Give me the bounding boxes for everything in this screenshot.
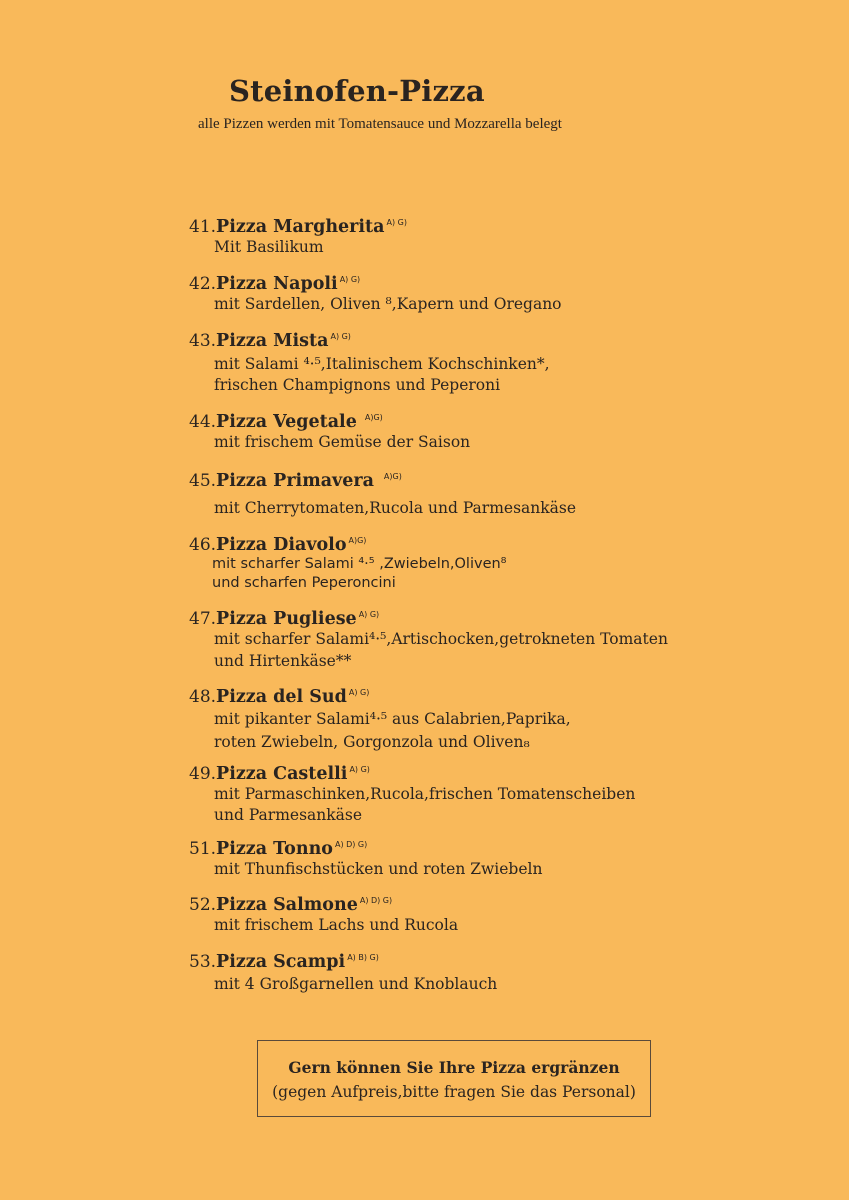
item-name: Pizza Napoli <box>216 274 338 294</box>
item-number: 52. <box>189 895 217 915</box>
item-number: 43. <box>189 331 217 351</box>
item-description: mit Sardellen, Oliven ⁸,Kapern und Oregano <box>214 295 562 313</box>
item-number: 41. <box>189 217 217 237</box>
menu-item <box>189 408 749 453</box>
item-number: 44. <box>189 412 217 432</box>
item-allergens: A) G) <box>348 688 370 697</box>
page-title: Steinofen-Pizza <box>229 74 485 108</box>
item-allergens: A) G) <box>386 218 407 227</box>
item-name: Pizza Castelli <box>216 764 348 784</box>
item-allergens: A) B) G) <box>347 953 379 962</box>
item-allergens: A) G) <box>349 765 370 774</box>
menu-item <box>189 835 749 880</box>
item-description: mit scharfer Salami ⁴·⁵ ,Zwiebeln,Oliven⁸ <box>212 556 507 572</box>
notice-box <box>257 1040 651 1117</box>
item-name: Pizza Mista <box>216 331 329 351</box>
item-description: mit Parmaschinken,Rucola,frischen Tomatenscheiben <box>214 785 636 803</box>
menu-item <box>189 760 749 826</box>
item-allergens: A) D) G) <box>359 896 393 905</box>
item-description: mit frischem Gemüse der Saison <box>214 433 471 451</box>
item-description: mit 4 Großgarnellen und Knoblauch <box>214 975 498 993</box>
item-number: 53. <box>189 952 217 972</box>
item-number: 48. <box>189 687 217 707</box>
notice-heading: Gern können Sie Ihre Pizza ergränzen <box>288 1058 620 1077</box>
item-name: Pizza Scampi <box>216 952 346 972</box>
item-number: 42. <box>189 274 217 294</box>
menu-item <box>189 891 749 936</box>
item-allergens: A)G) <box>364 413 383 422</box>
item-description: mit Thunfischstücken und roten Zwiebeln <box>214 860 543 878</box>
item-name: Pizza Pugliese <box>216 609 357 629</box>
item-allergens: A)G) <box>348 536 367 545</box>
menu-item <box>189 948 749 995</box>
item-name: Pizza Vegetale <box>216 412 357 432</box>
item-allergens: A) G) <box>358 610 380 619</box>
notice-text: (gegen Aufpreis,bitte fragen Sie das Personal) <box>272 1083 636 1101</box>
menu-item <box>189 270 749 315</box>
item-name: Pizza Margherita <box>216 217 385 237</box>
item-description: und Hirtenkäse** <box>214 652 352 670</box>
item-number: 51. <box>189 839 217 859</box>
item-description: mit scharfer Salami⁴·⁵,Artischocken,getrokneten Tomaten <box>214 630 668 648</box>
item-description: frischen Champignons und Peperoni <box>214 376 501 394</box>
item-allergens: A)G) <box>383 472 402 481</box>
item-number: 45. <box>189 471 217 491</box>
page-subtitle: alle Pizzen werden mit Tomatensauce und Mozzarella belegt <box>198 116 562 132</box>
item-number: 46. <box>189 535 217 555</box>
item-allergens: A) D) G) <box>334 840 368 849</box>
item-name: Pizza Primavera <box>216 471 374 491</box>
item-name: Pizza Salmone <box>216 895 358 915</box>
item-description: und scharfen Peperoncini <box>212 575 396 591</box>
item-allergens: A) G) <box>330 332 351 341</box>
menu-item <box>189 327 749 396</box>
item-number: 49. <box>189 764 217 784</box>
item-description: mit pikanter Salami⁴·⁵ aus Calabrien,Paprika, <box>214 710 571 728</box>
item-description: und Parmesankäse <box>214 806 363 824</box>
item-description: mit Salami ⁴·⁵,Italinischem Kochschinken*, <box>214 355 550 373</box>
menu-item <box>189 213 749 258</box>
item-name: Pizza Tonno <box>216 839 333 859</box>
item-description: mit frischem Lachs und Rucola <box>214 916 459 934</box>
menu-item <box>189 605 749 672</box>
item-description: mit Cherrytomaten,Rucola und Parmesankäse <box>214 499 577 517</box>
menu-item <box>189 683 749 753</box>
item-allergens: A) G) <box>339 275 361 284</box>
item-number: 47. <box>189 609 217 629</box>
item-name: Pizza Diavolo <box>216 535 347 555</box>
item-description: roten Zwiebeln, Gorgonzola und Oliven₈ <box>214 733 530 751</box>
menu-item <box>189 531 749 593</box>
item-name: Pizza del Sud <box>216 687 347 707</box>
item-description: Mit Basilikum <box>214 238 324 256</box>
menu-item <box>189 467 749 519</box>
